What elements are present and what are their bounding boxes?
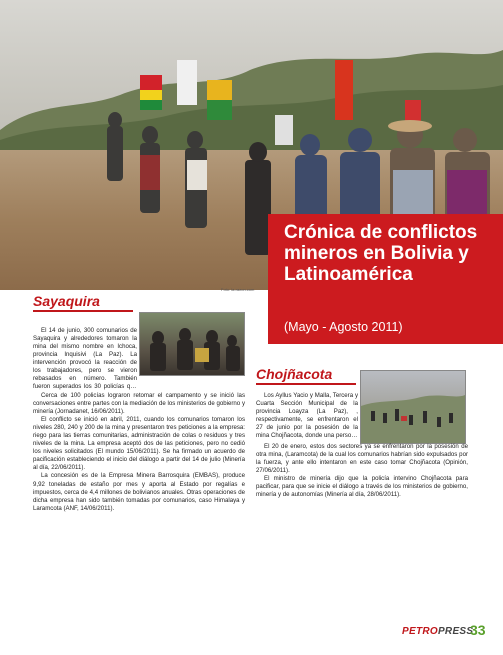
chojnacota-text-top	[256, 392, 358, 440]
chojnacota-text-main	[256, 443, 468, 499]
sayaquira-underline	[33, 310, 133, 312]
petropress-logo	[402, 626, 473, 637]
sayaquira-paragraph: El conflicto se inició en abril, 2011, cuando los comunarios tomaron los niveles 280, 240 y 200 de la mina y presentaron tres peticiones a la empresa: riego para las tierras comunitarias, administración de colas o residuos y tres niveles de la mina. La empresa aceptó dos de las peticiones, pero no cedió los niveles solicitados (El mundo 15/06/2011). Se ha firmado un acuerdo de pacificación estableciendo el inicio del diálogo a partir del 14 de julio (Minería al día, 22/06/2011).	[33, 416, 245, 472]
logo-part-petro: PETRO	[402, 626, 438, 637]
chojnacota-paragraph: Los Ayllus Yacio y Malla, Tercera y Cuarta Sección Municipal de la provincia Loayza (La Paz), , respectivamente, se enfrentaron el 27 de junio por la posesión de la mina Chojñacota, donde una persona	[256, 392, 358, 440]
chojnacota-heading: Chojñacota	[256, 366, 333, 382]
page-number: 33	[470, 622, 486, 638]
sayaquira-paragraph: El 14 de junio, 300 comunarios de Sayaquira y alrededores tomaron la mina del mismo nombre en Ichoca, provincia Inquisivi (La Paz). La intervención provocó la reacción de los trabajadores, pero se vieron rebasados en número. También fueron superados los 30 policías que	[33, 327, 137, 391]
sayaquira-text-main	[33, 392, 245, 513]
logo-part-press: PRESS	[437, 626, 474, 637]
page-title: Crónica de conflictos mineros en Bolivia y Latinoamérica	[284, 222, 478, 285]
sayaquira-photo	[139, 312, 245, 376]
title-box	[268, 214, 503, 344]
photo-credit: Foto: la-razon.com	[221, 287, 255, 292]
chojnacota-paragraph: El 20 de enero, estos dos sectores ya se enfrentaron por la posesión de otra mina, (Laramcota) de la cual los comunarios habrían sido expulsados por la fuerza, y ante ello intentaron en este caso tomar Chojñacota (Opinión, 27/06/2011).	[256, 443, 468, 475]
sayaquira-text-top	[33, 327, 137, 391]
sayaquira-paragraph: La concesión es de la Empresa Minera Barrosquira (EMBAS), produce 9,92 toneladas de estaño por mes y aporta al Estado por regalías e impuestos, cerca de 4,4 millones de bolivianos anuales. Otras operaciones de dicha empresa han sido también tomadas por comunarios, caso Himalaya y Laramcota (ANF, 14/06/2011).	[33, 472, 245, 512]
sayaquira-paragraph: Cerca de 100 policías lograron retomar el campamento y se inició las conversaciones entre partes con la mediación de los ministerios de gobierno y minería (Jornadanet, 16/06/2011).	[33, 392, 245, 416]
chojnacota-underline	[256, 383, 356, 385]
page-subtitle: (Mayo - Agosto 2011)	[284, 320, 403, 334]
sayaquira-heading: Sayaquira	[33, 293, 100, 309]
chojnacota-photo	[360, 370, 466, 444]
chojnacota-paragraph: El ministro de minería dijo que la policía intervino Chojñacota para pacificar, para que se inicie el diálogo a través de los ministerios de gobierno, minería y de autonomías (Minería al día, 28/06/2011).	[256, 475, 468, 499]
